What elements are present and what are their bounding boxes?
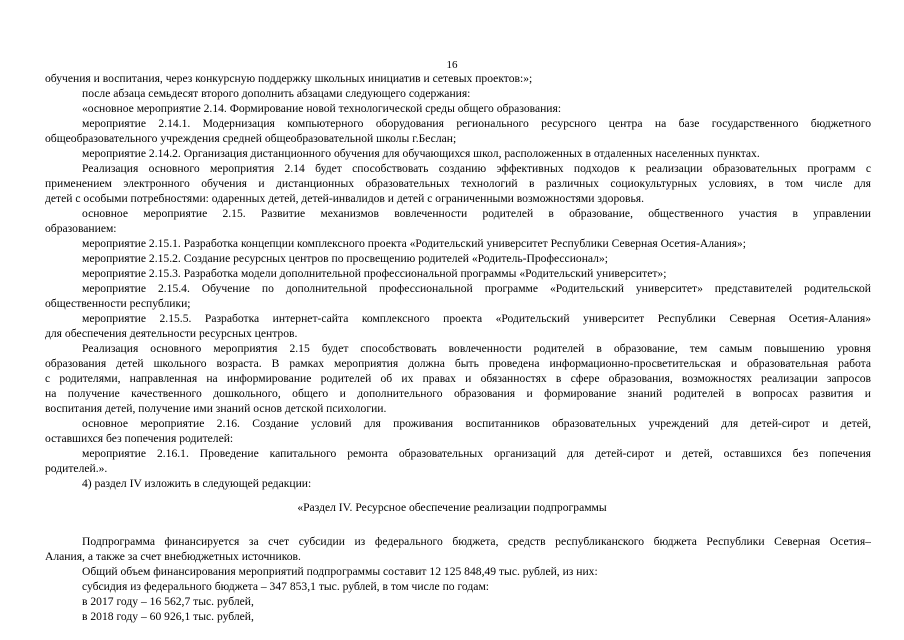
text-line: Реализация основного мероприятия 2.14 будет способствовать созданию эффективных подходов к реализации образовательных программ с (82, 162, 871, 175)
text-line: мероприятие 2.14.1. Модернизация компьютерного оборудования регионального ресурсного центра на базе государственного бюджетного (82, 117, 871, 130)
section-title: «Раздел IV. Ресурсное обеспечение реализации подпрограммы (297, 501, 607, 514)
text-line: в 2017 году – 16 562,7 тыс. рублей, (82, 595, 254, 608)
text-line: мероприятие 2.16.1. Проведение капитального ремонта образовательных организаций для детей-сирот и детей, оставшихся без попечения (82, 447, 871, 460)
text-line: Общий объем финансирования мероприятий подпрограммы составит 12 125 848,49 тыс. рублей, из них: (82, 565, 598, 578)
text-line: образования детей школьного возраста. В рамках мероприятия должна быть проведена информационно-просветительская и образовательная работа (45, 357, 871, 370)
text-line: основное мероприятие 2.15. Развитие механизмов вовлеченности родителей в образование, общественного участия в управлении (82, 207, 871, 220)
text-line: основное мероприятие 2.16. Создание условий для проживания воспитанников образовательных учреждений для детей-сирот и детей, (82, 417, 871, 430)
text-line: применением электронного обучения и дистанционных образовательных технологий в различных социокультурных условиях, в том числе для (45, 177, 871, 190)
text-line: с родителями, направленная на информирование родителей об их правах и обязанностях в сфере образования, возможностях реализации запросов (45, 372, 871, 385)
text-line: родителей.». (45, 462, 108, 475)
text-line: Алания, а также за счет внебюджетных источников. (45, 550, 301, 563)
text-line: образованием: (45, 222, 117, 235)
text-line: обучения и воспитания, через конкурсную поддержку школьных инициатив и сетевых проектов:»; (45, 72, 533, 85)
text-line: общеобразовательного учреждения средней общеобразовательной школы г.Беслан; (45, 132, 457, 145)
text-line: Реализация основного мероприятия 2.15 будет способствовать вовлеченности родителей в образование, тем самым повышению уровня (82, 342, 871, 355)
text-line: на получение качественного дошкольного, общего и дополнительного образования и формирование знаний родителей в вопросах развития и (45, 387, 871, 400)
text-line: воспитания детей, получение ими знаний основ детской психологии. (45, 402, 387, 415)
text-line: мероприятие 2.15.2. Создание ресурсных центров по просвещению родителей «Родитель-Профессионал»; (82, 252, 608, 265)
text-line: субсидия из федерального бюджета – 347 853,1 тыс. рублей, в том числе по годам: (82, 580, 489, 593)
text-line: мероприятие 2.15.4. Обучение по дополнительной профессиональной программе «Родительский университет» представителей родительской (82, 282, 871, 295)
text-line: для обеспечения деятельности ресурсных центров. (45, 327, 298, 340)
text-line: оставшихся без попечения родителей: (45, 432, 234, 445)
text-line: после абзаца семьдесят второго дополнить абзацами следующего содержания: (82, 87, 471, 100)
text-line: в 2018 году – 60 926,1 тыс. рублей, (82, 610, 254, 623)
page-number: 16 (446, 59, 458, 71)
text-line: «основное мероприятие 2.14. Формирование новой технологической среды общего образования: (82, 102, 562, 115)
text-line: мероприятие 2.15.5. Разработка интернет-сайта комплексного проекта «Родительский университет Республики Северная Осетия-Алания» (82, 312, 871, 325)
text-line: 4) раздел IV изложить в следующей редакции: (82, 477, 312, 490)
text-line: общественности республики; (45, 297, 191, 310)
text-line: мероприятие 2.15.1. Разработка концепции комплексного проекта «Родительский университет Республики Северная Осетия-Алания»; (82, 237, 746, 250)
text-line: мероприятие 2.14.2. Организация дистанционного обучения для обучающихся школ, расположенных в отдаленных населенных пунктах. (82, 147, 760, 160)
text-line: мероприятие 2.15.3. Разработка модели дополнительной профессиональной программы «Родительский университет»; (82, 267, 667, 280)
text-line: детей с особыми потребностями: одаренных детей, детей-инвалидов и детей с ограниченными возможностями здоровья. (45, 192, 645, 205)
text-line: Подпрограмма финансируется за счет субсидии из федерального бюджета, средств республиканского бюджета Республики Северная Осетия– (82, 535, 871, 548)
